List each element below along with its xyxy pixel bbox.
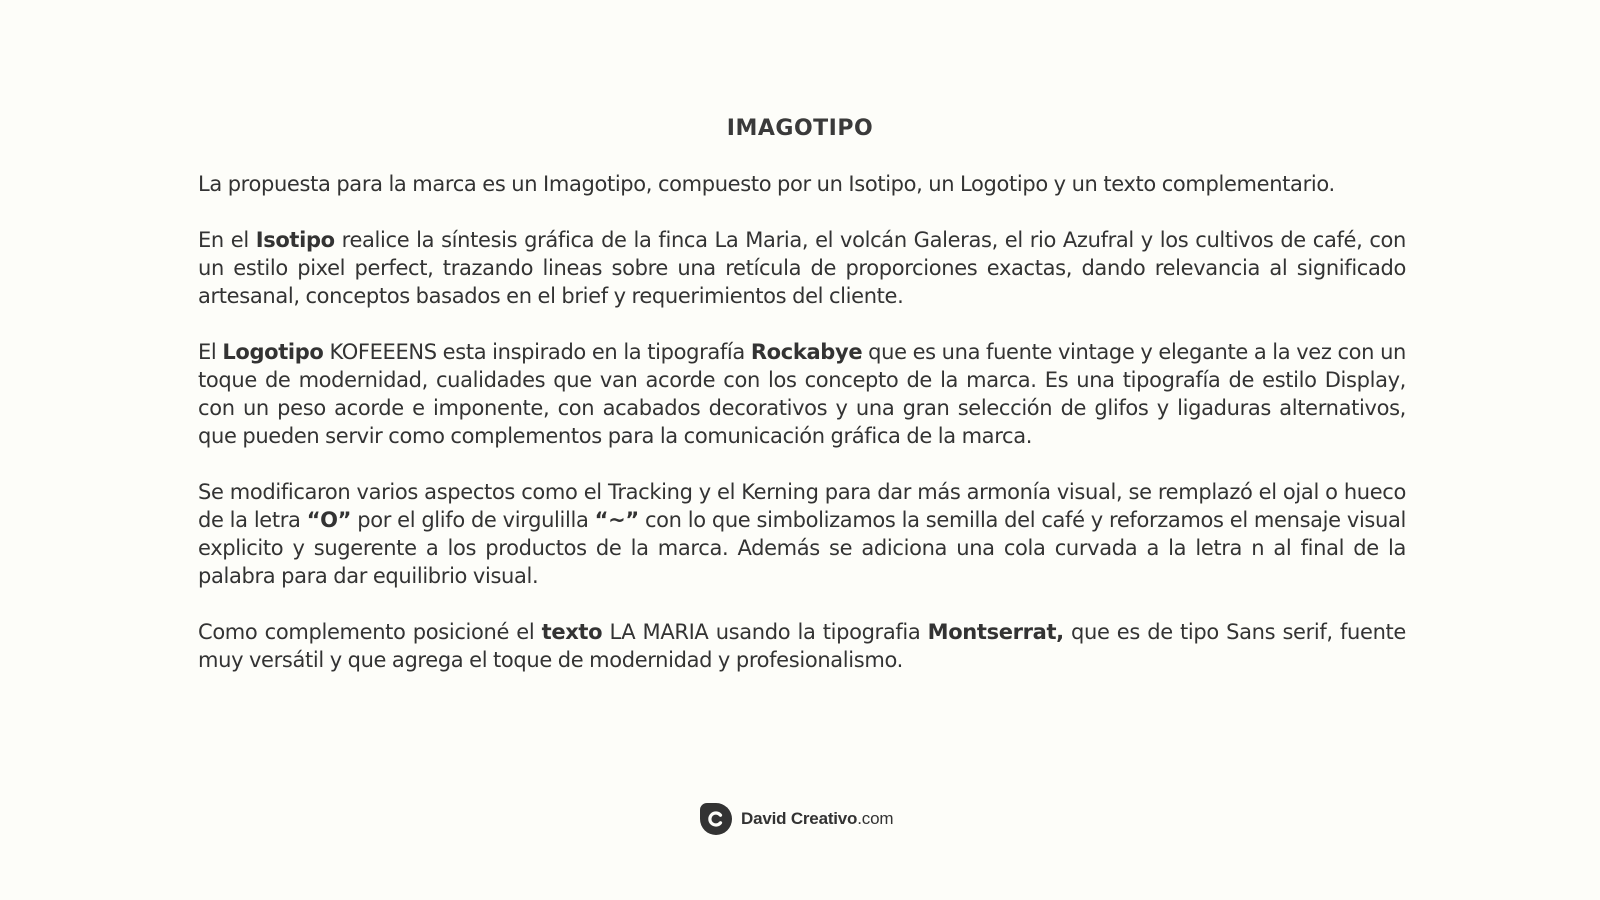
paragraph-intro [198,170,1406,198]
bold-text: texto [541,620,603,644]
footer-brand [700,803,893,835]
bold-text: Rockabye [750,340,863,364]
paragraph-complemento [198,618,1406,674]
text-run: El [198,340,223,364]
text-run: Como complemento posicioné el [198,620,542,644]
text-run: que es una fuente vintage y elegante a la vez con un toque de modernidad, cualidades que van acorde con los concepto de la marca. Es una tipografía de estilo Display, con un peso acorde e imponente, con acabados decorativos y una gran selección de glifos y ligaduras alternativos, que pueden servir como complementos para la comunicación gráfica de la marca. [198,340,1406,448]
bold-text: “~” [594,508,639,532]
bold-text: “O” [306,508,352,532]
text-run: por el glifo de virgulilla [351,508,595,532]
text-run: realice la síntesis gráfica de la finca La Maria, el volcán Galeras, el rio Azufral y los cultivos de café, con un estilo pixel perfect, trazando lineas sobre una retícula de proporciones exactas, dando relevancia al significado artesanal, conceptos basados en el brief y requerimientos del cliente. [198,228,1406,308]
bold-text: Montserrat, [927,620,1064,644]
paragraph-isotipo [198,226,1406,310]
c-logo-icon [700,803,732,835]
text-run: que es de tipo Sans serif, fuente muy versátil y que agrega el toque de modernidad y profesionalismo. [198,620,1407,672]
paragraph-logotipo [198,338,1406,450]
text-run: Se modificaron varios aspectos como el Tracking y el Kerning para dar más armonía visual, se remplazó el ojal o hueco de la letra [198,480,1406,532]
page-title: IMAGOTIPO [726,116,874,141]
bold-text: Logotipo [222,340,324,364]
text-run: con lo que simbolizamos la semilla del café y reforzamos el mensaje visual explicito y sugerente a los productos de la marca. Además se adiciona una cola curvada a la letra n al final de la palabra para dar equilibrio visual. [198,508,1406,588]
text-run: KOFEEENS esta inspirado en la tipografía [323,340,751,364]
bold-text: Isotipo [255,228,335,252]
body-text [198,170,1406,702]
brand-name [741,809,893,829]
brand-name-bold: David Creativo [741,809,858,828]
paragraph-modificaciones [198,478,1406,590]
text-run: La propuesta para la marca es un Imagotipo, compuesto por un Isotipo, un Logotipo y un texto complementario. [198,172,1335,196]
text-run: En el [198,228,256,252]
text-run: LA MARIA usando la tipografia [602,620,928,644]
brand-name-suffix: .com [857,809,894,828]
